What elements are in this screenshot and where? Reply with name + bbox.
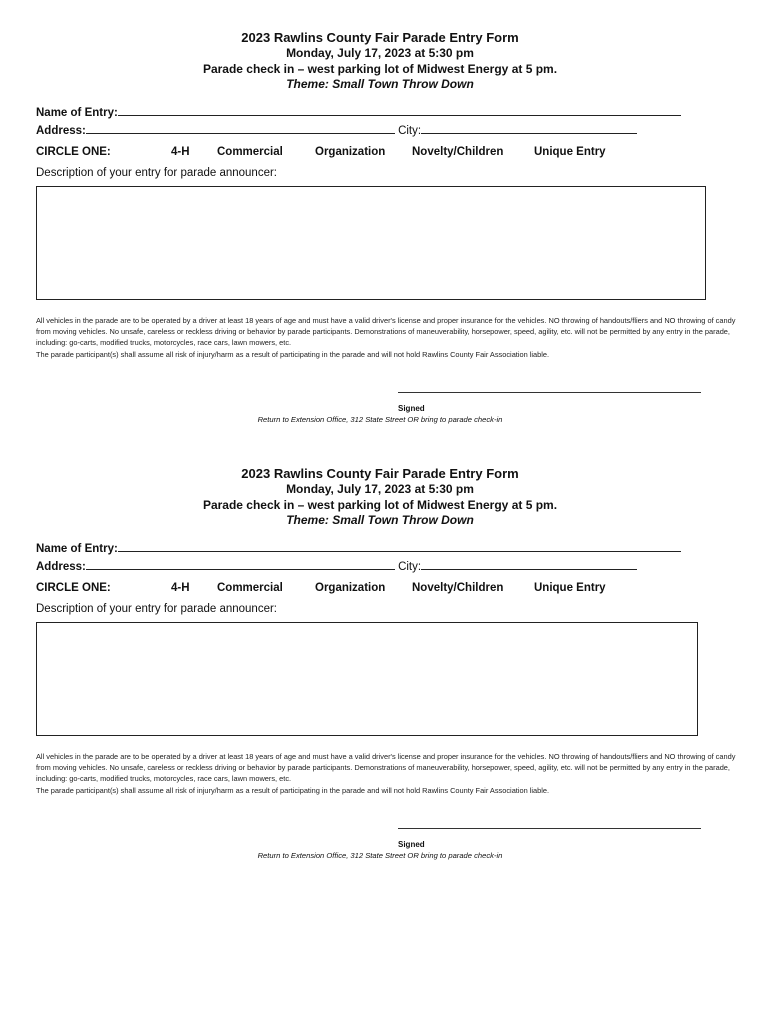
option-organization[interactable]: Organization: [315, 146, 386, 158]
address-row: [36, 122, 637, 137]
rules-text: [36, 315, 736, 360]
address-row: [36, 558, 637, 573]
form-header: [0, 466, 760, 529]
name-field[interactable]: [118, 104, 681, 116]
option-unique-entry[interactable]: Unique Entry: [534, 582, 606, 594]
return-instructions: Return to Extension Office, 312 State Street OR bring to parade check-in: [257, 415, 503, 424]
return-instructions: Return to Extension Office, 312 State Street OR bring to parade check-in: [257, 851, 503, 860]
name-label: Name of Entry:: [36, 107, 118, 119]
option-commercial[interactable]: Commercial: [217, 146, 283, 158]
name-row: [36, 104, 681, 119]
date-line: Monday, July 17, 2023 at 5:30 pm: [286, 482, 474, 496]
option-unique-entry[interactable]: Unique Entry: [534, 146, 606, 158]
option-4h[interactable]: 4-H: [171, 146, 190, 158]
rules-paragraph: All vehicles in the parade are to be operated by a driver at least 18 years of age and must have a valid driver's license and proper insurance for the vehicles. NO throwing of handouts/fliers and NO throwing of candy from moving vehicles. No unsafe, careless or reckless driving or behavior by parade participants. Demonstrations of maneuverability, horsepower, speed, agility, etc. will not be permitted by any entry in the parade, including: go-carts, modified trucks, motorcycles, race cars, lawn mowers, etc.: [36, 752, 736, 784]
city-field[interactable]: [421, 122, 637, 134]
description-label: Description of your entry for parade announcer:: [36, 167, 277, 179]
rules-text: [36, 751, 736, 796]
option-commercial[interactable]: Commercial: [217, 582, 283, 594]
entry-form-1: [0, 30, 770, 450]
entry-form-2: [0, 466, 770, 886]
liability-paragraph: The parade participant(s) shall assume all risk of injury/harm as a result of participating in the parade and will not hold Rawlins County Fair Association liable.: [36, 349, 550, 359]
signed-label: Signed: [398, 404, 425, 413]
description-box[interactable]: [36, 622, 698, 736]
circle-one-row: [36, 146, 736, 160]
liability-paragraph: The parade participant(s) shall assume all risk of injury/harm as a result of participating in the parade and will not hold Rawlins County Fair Association liable.: [36, 785, 550, 795]
signature-line[interactable]: [398, 828, 701, 829]
theme-line: Theme: Small Town Throw Down: [286, 513, 474, 527]
description-label: Description of your entry for parade announcer:: [36, 603, 277, 615]
address-field[interactable]: [86, 558, 395, 570]
name-row: [36, 540, 681, 555]
description-box[interactable]: [36, 186, 706, 300]
date-line: Monday, July 17, 2023 at 5:30 pm: [286, 46, 474, 60]
address-field[interactable]: [86, 122, 395, 134]
circle-one-label: CIRCLE ONE:: [36, 582, 111, 594]
checkin-line: Parade check in – west parking lot of Midwest Energy at 5 pm.: [202, 61, 558, 76]
city-label: City:: [398, 125, 422, 137]
option-novelty-children[interactable]: Novelty/Children: [412, 146, 504, 158]
rules-paragraph: All vehicles in the parade are to be operated by a driver at least 18 years of age and must have a valid driver's license and proper insurance for the vehicles. NO throwing of handouts/fliers and NO throwing of candy from moving vehicles. No unsafe, careless or reckless driving or behavior by parade participants. Demonstrations of maneuverability, horsepower, speed, agility, etc. will not be permitted by any entry in the parade, including: go-carts, modified trucks, motorcycles, race cars, lawn mowers, etc.: [36, 316, 736, 348]
form-title: 2023 Rawlins County Fair Parade Entry Form: [241, 466, 519, 481]
form-header: [0, 30, 760, 93]
theme-line: Theme: Small Town Throw Down: [286, 77, 474, 91]
option-organization[interactable]: Organization: [315, 582, 386, 594]
checkin-line: Parade check in – west parking lot of Midwest Energy at 5 pm.: [202, 497, 558, 512]
signature-line[interactable]: [398, 392, 701, 393]
city-field[interactable]: [421, 558, 637, 570]
option-novelty-children[interactable]: Novelty/Children: [412, 582, 504, 594]
circle-one-label: CIRCLE ONE:: [36, 146, 111, 158]
name-label: Name of Entry:: [36, 543, 118, 555]
address-label: Address:: [36, 561, 86, 573]
option-4h[interactable]: 4-H: [171, 582, 190, 594]
form-title: 2023 Rawlins County Fair Parade Entry Form: [241, 30, 519, 45]
city-label: City:: [398, 561, 422, 573]
circle-one-row: [36, 582, 736, 596]
name-field[interactable]: [118, 540, 681, 552]
address-label: Address:: [36, 125, 86, 137]
signed-label: Signed: [398, 840, 425, 849]
